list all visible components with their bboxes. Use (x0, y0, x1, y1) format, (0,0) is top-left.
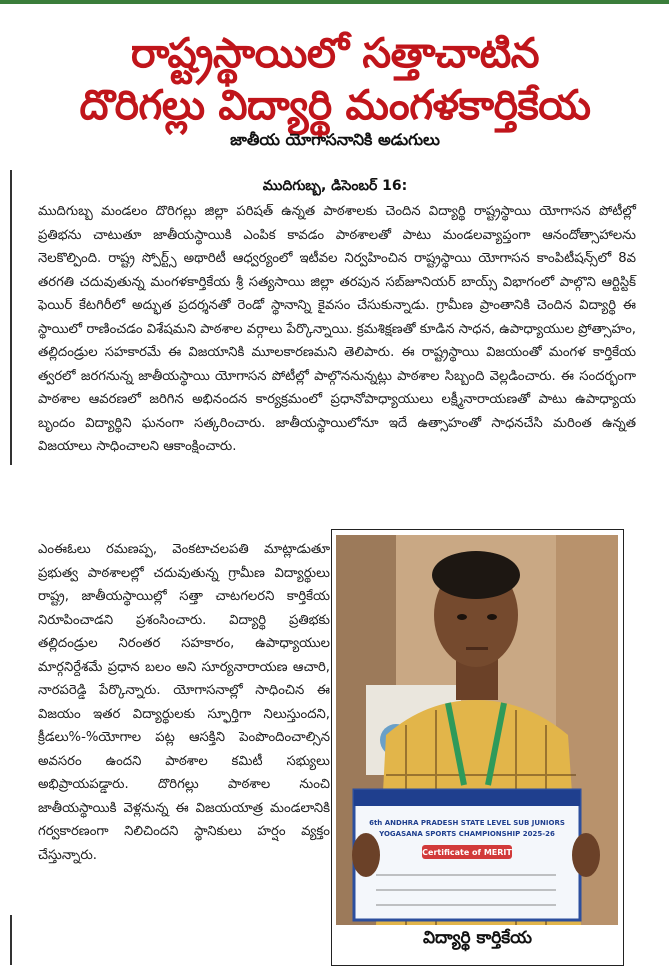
article-body-main: ముదిగుబ్బ మండలం దొరిగల్లు జిల్లా పరిషత్ ఉన్నత పాఠశాలకు చెందిన విద్యార్థి రాష్ట్రస్థాయి యోగాసన పోటీల్లో ప్రతిభను చాటుతూ జాతీయస్థాయికి ఎంపిక కావడం పాఠశాలతో పాటు మండలవ్యాప్తంగా ఆనందోత్సాహాలను నెలకొల్పింది. రాష్ట్ర స్పోర్ట్స్ అథారిటీ ఆధ్వర్యంలో ఇటీవల నిర్వహించిన రాష్ట్రస్థాయి యోగాసన కాంపిటీషన్స్‌లో 8వ తరగతి చదువుతున్న మంగళకార్తికేయ శ్రీ సత్యసాయి జిల్లా తరపున సబ్‌జూనియర్ బాయ్స్ విభాగంలో పాల్గొని ఆర్టిస్టిక్ ఫెయిర్ కేటగిరీలో అద్భుత ప్రదర్శనతో రెండో స్థానాన్ని కైవసం చేసుకున్నాడు. గ్రామీణ ప్రాంతానికి చెందిన విద్యార్థి ఈ స్థాయిలో రాణించడం విశేషమని పాఠశాల వర్గాలు పేర్కొన్నాయి. క్రమశిక్షణతో కూడిన సాధన, ఉపాధ్యాయుల ప్రోత్సాహం, తల్లిదండ్రుల సహకారమే ఈ విజయానికి మూలకారణమని తెలిపారు. ఈ రాష్ట్రస్థాయి విజయంతో మంగళ కార్తికేయ త్వరలో జరగనున్న జాతీయస్థాయి యోగాసన పోటీల్లో పాల్గొననున్నట్లు పాఠశాల సిబ్బంది వెల్లడించారు. ఈ సందర్భంగా పాఠశాల ఆవరణలో జరిగిన అభినందన కార్యక్రమంలో ప్రధానోపాధ్యాయులు లక్ష్మీనారాయణతో పాటు ఉపాధ్యాయ బృందం విద్యార్థిని ఘనంగా సత్కరించారు. జాతీయస్థాయిలోనూ ఇదే ఉత్సాహంతో సాధనచేసి మరింత ఉన్నత విజయాలు సాధించాలని ఆకాంక్షించారు. (38, 204, 636, 454)
headline-line-2: దొరిగల్లు విద్యార్థి మంగళకార్తికేయ (79, 81, 591, 129)
article-body-column: ఎంఈఓలు రమణప్ప, వెంకటాచలపతి మాట్లాడుతూ ప్రభుత్వ పాఠశాలల్లో చదువుతున్న గ్రామీణ విద్యార్థులు రాష్ట్ర, జాతీయస్థాయిల్లో సత్తా చాటగలరని కార్తికేయ నిరూపించాడని ప్రశంసించారు. విద్యార్థి ప్రతిభకు తల్లిదండ్రుల నిరంతర సహకారం, ఉపాధ్యాయుల మార్గనిర్దేశమే ప్రధాన బలం అని సూర్యనారాయణ ఆచారి, నారపరెడ్డి పేర్కొన్నారు. యోగాసనాల్లో సాధించిన ఈ విజయం ఇతర విద్యార్థులకు స్ఫూర్తిగా నిలుస్తుందని, క్రీడలు%-%యోగాల పట్ల ఆసక్తిని పెంపొందించాల్సిన అవసరం ఉందని పాఠశాల కమిటీ సభ్యులు అభిప్రాయపడ్డారు. దొరిగల్లు పాఠశాల నుంచి జాతీయస్థాయికి వెళ్లనున్న ఈ విజయయాత్ర మండలానికి గర్వకారణంగా నిలిచిందని స్థానికులు హర్షం వ్యక్తం చేస్తున్నారు. (38, 542, 330, 863)
dateline: ముదిగుబ్బ, డిసెంబర్ 16: (262, 178, 408, 194)
column-rule-lower (10, 915, 12, 965)
student-photo (336, 535, 618, 925)
subheadline: జాతీయ యోగాసనానికి అడుగులు (230, 130, 440, 149)
photo-caption: విద్యార్థి కార్తికేయ (422, 928, 533, 948)
photo-box (331, 529, 624, 966)
top-color-strip (0, 0, 669, 4)
certificate-line-2: YOGASANA SPORTS CHAMPIONSHIP 2025-26 (379, 830, 555, 838)
student-photo-illustration (336, 535, 618, 925)
column-rule (10, 170, 12, 465)
headline-line-1: రాష్ట్రస్థాయిలో సత్తాచాటిన (130, 29, 540, 77)
adjacent-column-edge (0, 170, 14, 972)
certificate-title: Certificate of MERIT (422, 848, 512, 857)
certificate-line-1: 6th ANDHRA PRADESH STATE LEVEL SUB JUNIORS (369, 819, 565, 827)
